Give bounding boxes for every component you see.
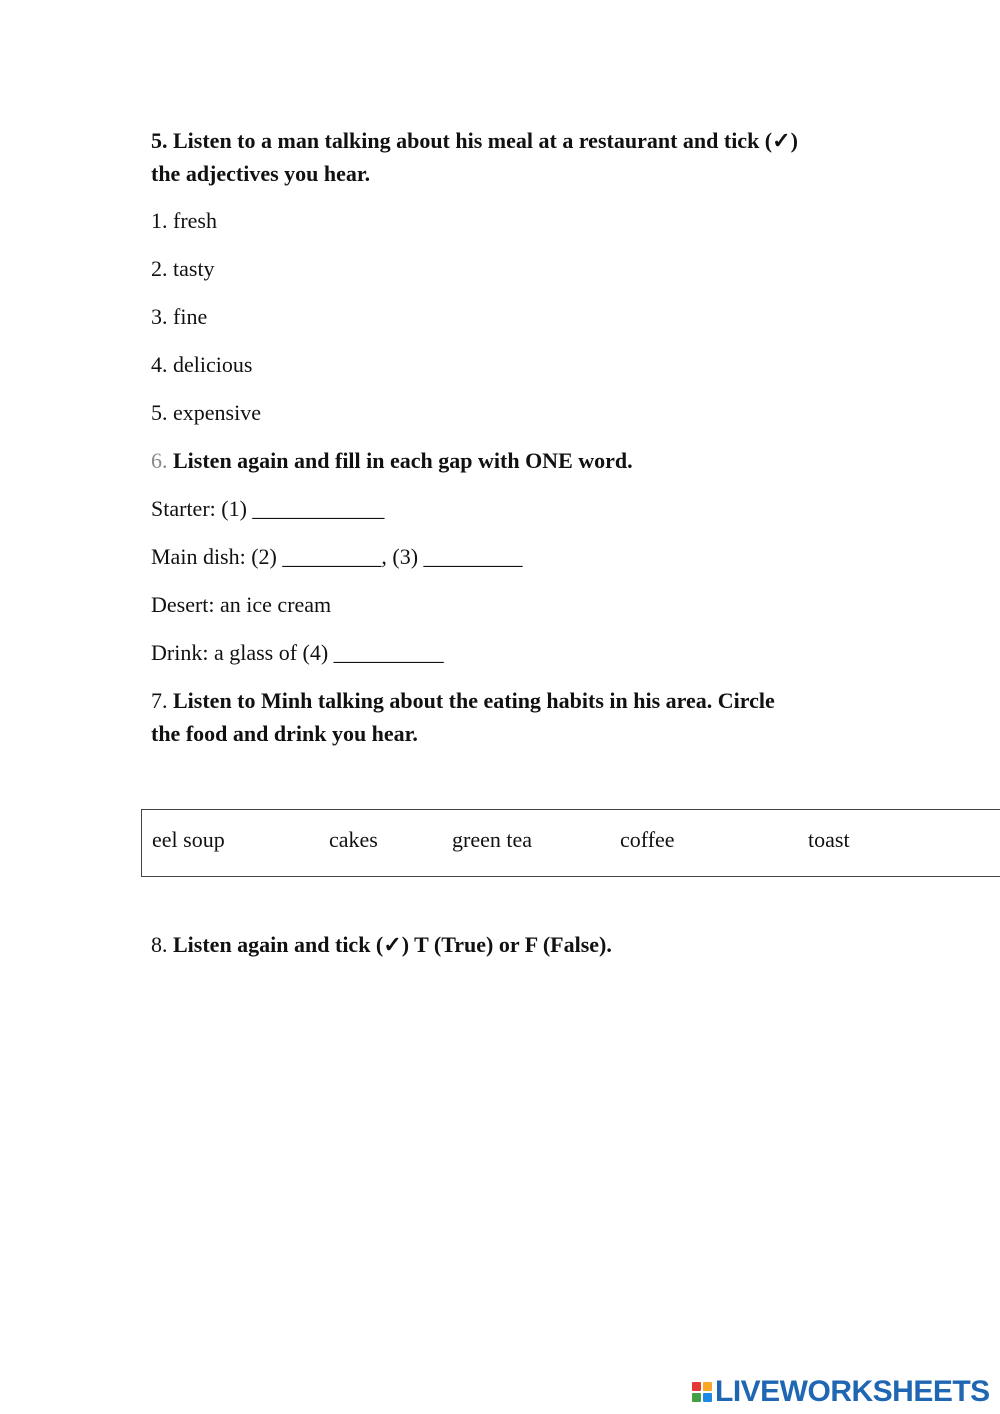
word-green-tea[interactable]: green tea: [452, 827, 532, 852]
word-toast[interactable]: toast: [808, 827, 850, 852]
q5-item-1: 1. fresh: [151, 208, 217, 233]
q7-title-line1: Listen to Minh talking about the eating habits in his area. Circle: [173, 688, 775, 713]
q5-title-line1: 5. Listen to a man talking about his meal at a restaurant and tick (✓): [151, 128, 798, 153]
q7-title-line2: the food and drink you hear.: [151, 721, 418, 746]
q6-title-text: Listen again and fill in each gap with ONE word.: [173, 448, 633, 473]
q8-title-text: Listen again and tick (✓) T (True) or F (False).: [173, 932, 612, 957]
q5-title: [151, 124, 798, 190]
liveworksheets-logo: [692, 1375, 990, 1409]
logo-text: LIVEWORKSHEETS: [715, 1375, 990, 1408]
q8-title: [151, 930, 612, 960]
q6-title: [151, 446, 633, 476]
q5-title-line2: the adjectives you hear.: [151, 161, 371, 186]
q8-number: 8.: [151, 932, 168, 957]
logo-square-green: [692, 1393, 701, 1402]
word-box: [141, 809, 1000, 877]
word-eel-soup[interactable]: eel soup: [152, 827, 225, 852]
q7-title: [151, 684, 775, 750]
q6-line-starter: Starter: (1) ____________: [151, 496, 385, 521]
logo-square-red: [692, 1382, 701, 1391]
word-cakes[interactable]: cakes: [329, 827, 378, 852]
logo-square-blue: [703, 1393, 712, 1402]
q6-line-desert: Desert: an ice cream: [151, 592, 332, 617]
q5-item-5: 5. expensive: [151, 400, 261, 425]
q7-number: 7.: [151, 688, 168, 713]
q5-item-2: 2. tasty: [151, 256, 215, 281]
word-coffee[interactable]: coffee: [620, 827, 675, 852]
logo-squares-icon: [692, 1382, 712, 1402]
logo-square-yellow: [703, 1382, 712, 1391]
q6-line-drink: Drink: a glass of (4) __________: [151, 640, 444, 665]
q6-number: 6.: [151, 448, 168, 473]
q5-item-3: 3. fine: [151, 304, 208, 329]
q5-item-4: 4. delicious: [151, 352, 253, 377]
q6-line-main-dish: Main dish: (2) _________, (3) _________: [151, 544, 523, 569]
